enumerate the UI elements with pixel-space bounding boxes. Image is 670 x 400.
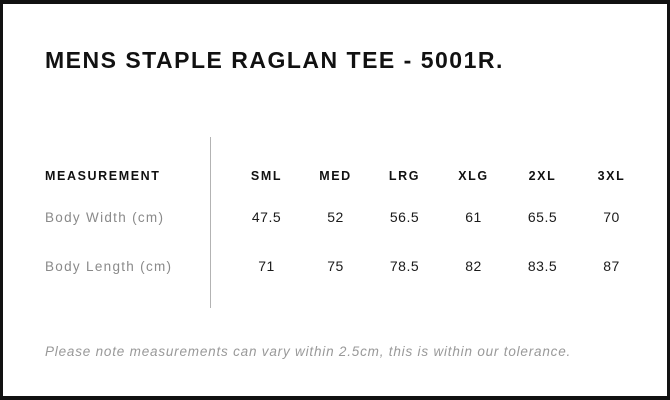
table-row-body-width bbox=[45, 205, 646, 229]
table-row-body-length bbox=[45, 254, 646, 278]
size-value-cell: 87 bbox=[603, 258, 620, 274]
size-value-cell: 71 bbox=[258, 258, 275, 274]
size-value-cell: 70 bbox=[603, 209, 620, 225]
column-header-sml: SML bbox=[250, 169, 283, 183]
size-value-cell: 61 bbox=[465, 209, 482, 225]
page-title: MENS STAPLE RAGLAN TEE - 5001R. bbox=[45, 47, 504, 73]
size-value-cell: 82 bbox=[465, 258, 482, 274]
column-header-3xl: 3XL bbox=[597, 169, 626, 183]
row-label-body-width: Body Width (cm) bbox=[45, 209, 165, 225]
size-value-cell: 65.5 bbox=[527, 209, 558, 225]
table-header-row bbox=[45, 164, 646, 188]
size-value-cell: 78.5 bbox=[389, 258, 420, 274]
column-header-measurement: MEASUREMENT bbox=[45, 169, 161, 183]
size-value-cell: 83.5 bbox=[527, 258, 558, 274]
column-header-lrg: LRG bbox=[388, 169, 421, 183]
size-value-cell: 56.5 bbox=[389, 209, 420, 225]
row-label-body-length: Body Length (cm) bbox=[45, 258, 173, 274]
size-value-cell: 52 bbox=[327, 209, 344, 225]
column-header-med: MED bbox=[319, 169, 352, 183]
column-header-2xl: 2XL bbox=[528, 169, 557, 183]
size-value-cell: 75 bbox=[327, 258, 344, 274]
column-header-xlg: XLG bbox=[458, 169, 489, 183]
tolerance-note: Please note measurements can vary within 2.5cm, this is within our tolerance. bbox=[45, 344, 572, 359]
size-value-cell: 47.5 bbox=[251, 209, 282, 225]
